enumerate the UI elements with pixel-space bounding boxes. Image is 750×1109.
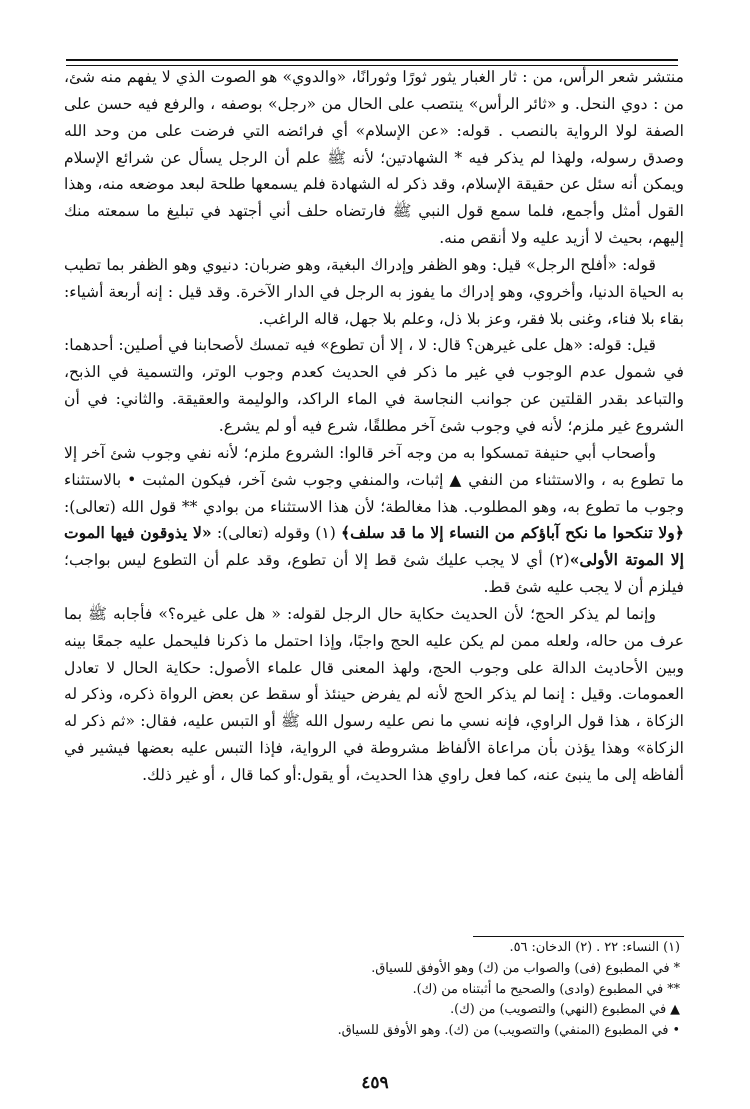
paragraph-1: منتشر شعر الرأس، من : ثار الغبار يثور ثورًا وثورانًا، «والدوي» هو الصوت الذي لا يفهم منه شئ، من : دوي النحل. و «ثائر الرأس» ينتصب على الحال من «رجل» بوصفه ، والرفع فيه حسن على الصفة لولا الرواية بالنصب . قوله: «عن الإسلام» أي فرائضه التي فرضت على من وحد الله وصدق رسوله، ولهذا لم يذكر فيه * الشهادتين؛ لأنه ﷺ علم أن الرجل يسأل عن شرائع الإسلام ويمكن أنه سئل عن حقيقة الإسلام، وقد ذكر له الشهادة فلم يسمعها طلحة لبعد موضعه منه، وهذا القول أمثل وأجمع، فلما سمع قول النبي ﷺ فارتضاه حلف أني أجتهد في تبليغ ما سمعته منك إليهم، بحيث لا أزيد عليه ولا أنقص منه. (64, 68, 684, 248)
footnotes (90, 938, 680, 1042)
verse-connector: وقوله (تعالى): (216, 524, 311, 543)
paragraph-5: وإنما لم يذكر الحج؛ لأن الحديث حكاية حال الرجل لقوله: « هل على غيره؟» فأجابه ﷺ بما عرف من حاله، ولعله ممن لم يكن عليه الحج واجبًا، وإذا احتمل ما ذكرنا فليحمل عليه جمعًا بينه وبين الأحاديث الدالة على وجوب الحج، ولهذ المعنى قال علماء الأصول: حكاية الحال لا تعادل العمومات. وقيل : إنما لم يذكر الحج لأنه لم يفرض حينئذ أو سقط عن بعض الرواة ذكره، وذكر له الزكاة ، هذا قول الراوي، فإنه نسي ما نص عليه رسول الله ﷺ أو التبس عليه، فقال: «ثم ذكر له الزكاة» وهذا يؤذن بأن مراعاة الألفاظ مشروطة في الرواية، فإذا التبس عليه بعضها فيشير في ألفاظه إلى ما ينبئ عنه، كما فعل راوي هذا الحديث، أو يقول:أو كما قال ، أو غير ذلك. (64, 604, 684, 784)
paragraph-3: قيل: قوله: «هل على غيرهن؟ قال: لا ، إلا أن تطوع» فيه تمسك لأصحابنا في أصلين: أحدهما: في شمول عدم الوجوب في غير ما ذكر في الحديث كعدم وجوب الوتر، والتسمية في الذبح، والتباعد بقدر القلتين عن جوانب النجاسة في الماء الراكد، والوليمة والعقيقة. والثاني: في أن الشروع غير ملزم؛ لأنه في وجوب شئ آخر مطلقًا، شرع فيه أو لم يشرع. (64, 336, 684, 435)
footnote-ref-1: (١) (315, 524, 336, 543)
footnote-item: ▲ في المطبوع (النهي) والتصويب) من (ك). (450, 1002, 680, 1018)
quran-verse-2: «لا يذوقون فيها الموت إلا الموتة الأولى» (64, 523, 684, 570)
paragraph-4-text: وأصحاب أبي حنيفة تمسكوا به من وجه آخر قالوا: الشروع ملزم؛ لأنه نفي وجوب شئ آخر إلا ما تطوع به ، والاستثناء من النفي ▲ إثبات، والمنفي وجوب شئ آخر، فيكون المثبت • بالاستثناء وجوب ما تطوع به، وهو المطلوب. هذا مغالطة؛ لأن هذا الاستثناء من بوادي ** قول الله (تعالى): (64, 443, 684, 516)
page-number: ٤٥٩ (361, 1073, 389, 1093)
footnote-item: (١) النساء: ٢٢ . (٢) الدخان: ٥٦. (509, 940, 680, 955)
paragraph-4 (64, 440, 684, 601)
main-text (64, 64, 684, 789)
verse-commentary: أي لا يجب عليك شئ قط إلا أن تطوع، وقد علم أن التطوع ليس بواجب؛ فيلزم أن لا يجب عليه شئ قط. (64, 551, 684, 597)
header-rule-thick (66, 59, 678, 61)
quran-verse-1: ﴿ولا تنكحوا ما نكح آباؤكم من النساء إلا ما قد سلف﴾ (341, 523, 684, 543)
footnote-item: * في المطبوع (فى) والصواب من (ك) وهو الأوفق للسياق. (371, 960, 680, 976)
footnote-ref-2: (٢) (549, 551, 570, 570)
footnote-item: • في المطبوع (المنفي) والتصويب) من (ك). وهو الأوفق للسياق. (337, 1023, 680, 1039)
footnote-separator (473, 936, 684, 937)
paragraph-2: قوله: «أفلح الرجل» قيل: وهو الظفر وإدراك البغية، وهو ضربان: دنيوي وهو الظفر بما تطيب به الحياة الدنيا، وأخروي، وهو إدراك ما يفوز به الرجل في الدار الآخرة. وقد قيل : إنه أربعة أشياء: بقاء بلا فناء، وغنى بلا فقر، وعز بلا ذل، وعلم بلا جهل، قاله الراغب. (64, 255, 684, 328)
footnote-item: ** في المطبوع (وادى) والصحيح ما أثبتناه من (ك). (412, 981, 680, 997)
